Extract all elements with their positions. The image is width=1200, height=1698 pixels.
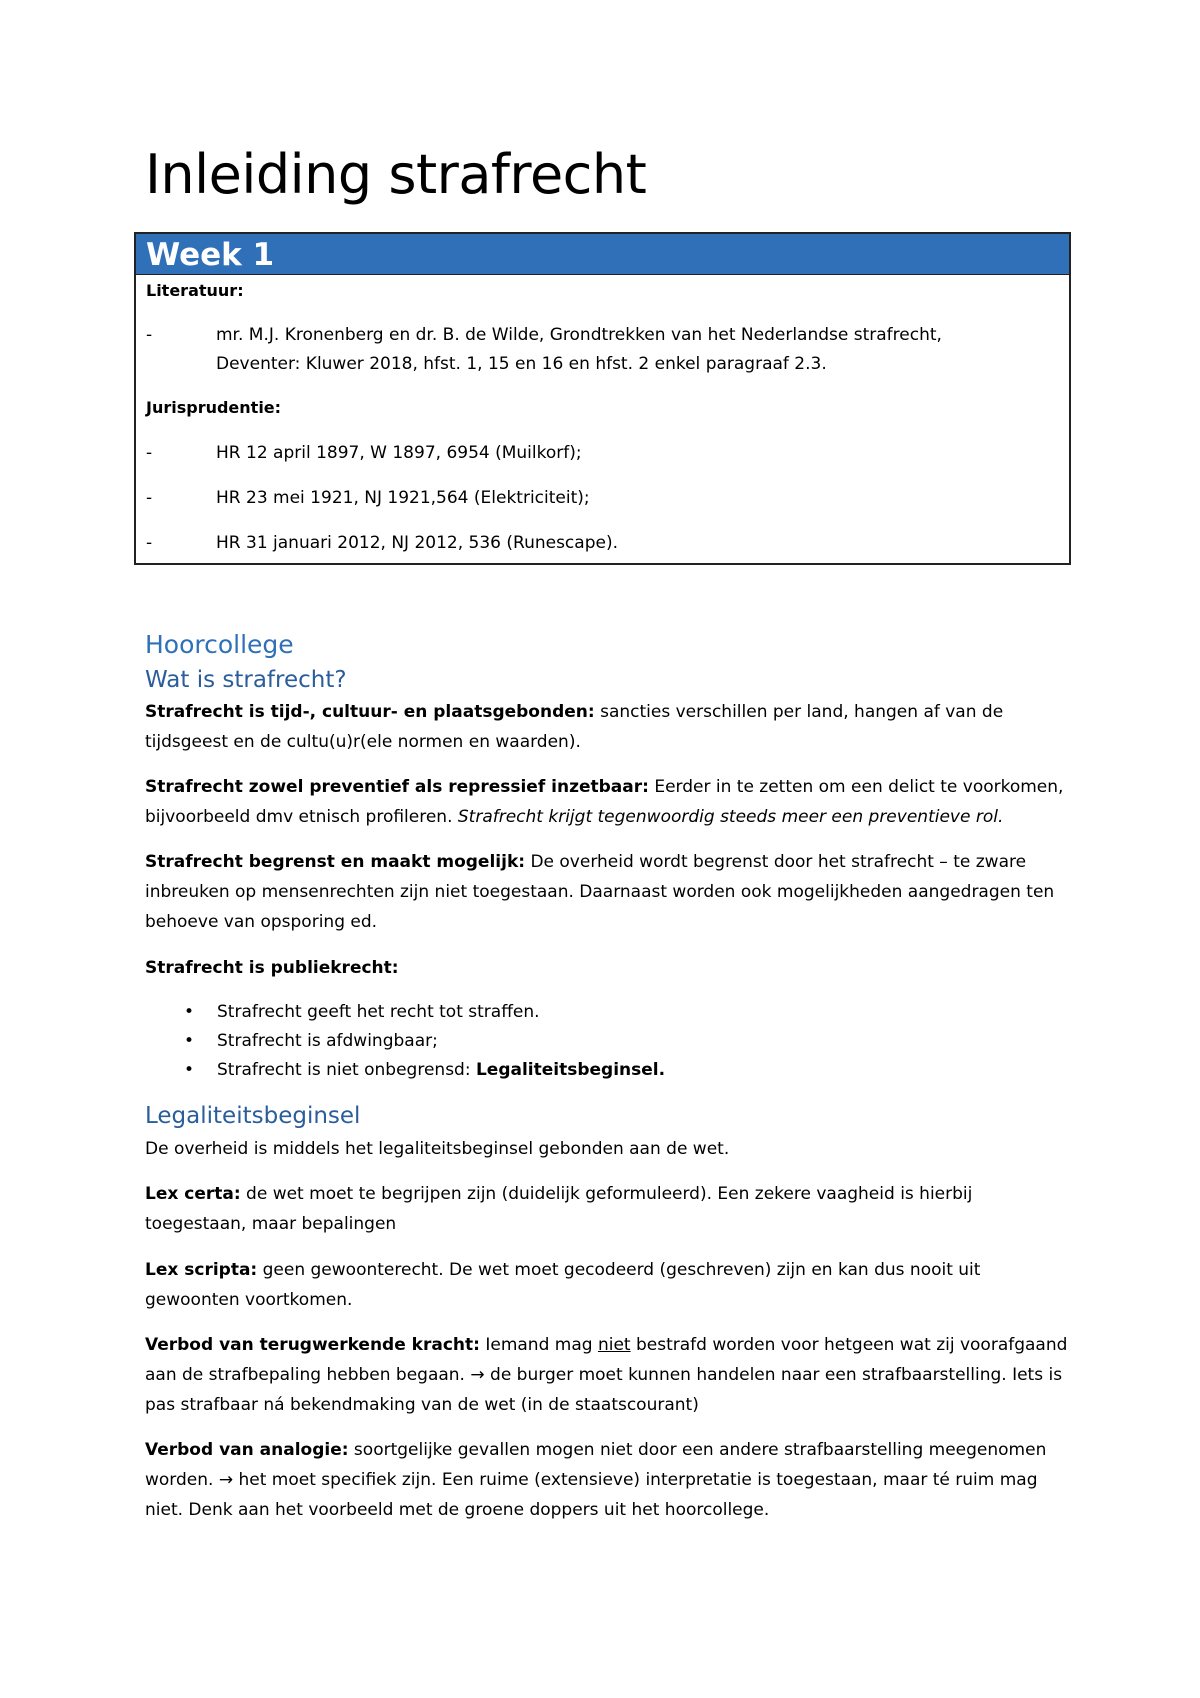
paragraph-analogie	[145, 1435, 1075, 1525]
list-item	[145, 998, 1075, 1027]
jurisprudentie-label: Jurisprudentie:	[146, 398, 282, 417]
list-item	[145, 1027, 1075, 1056]
jurisprudentie-text: HR 31 januari 2012, NJ 2012, 536 (Runescape).	[216, 533, 618, 553]
bullet-text: Strafrecht is afdwingbaar;	[217, 1031, 438, 1051]
term-bold: Lex certa:	[145, 1184, 241, 1204]
arrow-right-icon: →	[470, 1365, 485, 1385]
paragraph-terugwerkende-kracht	[145, 1330, 1075, 1420]
heading-wat-is-strafrecht: Wat is strafrecht?	[145, 667, 347, 693]
week-1-box	[134, 232, 1071, 565]
paragraph-begrenst	[145, 847, 1075, 937]
bullet-text: Strafrecht geeft het recht tot straffen.	[217, 1002, 540, 1022]
paragraph-tijdgebonden	[145, 697, 1075, 757]
paragraph-text: geen gewoonterecht. De wet moet gecodeerd (geschreven) zijn en kan dus nooit uit gewoonten voortkomen.	[145, 1260, 981, 1310]
heading-legaliteitsbeginsel: Legaliteitsbeginsel	[145, 1103, 361, 1129]
term-bold: Lex scripta:	[145, 1260, 258, 1280]
term-bold: Verbod van analogie:	[145, 1440, 349, 1460]
bullet-list-publiekrecht	[145, 998, 1075, 1085]
term-bold: Strafrecht begrenst en maakt mogelijk:	[145, 852, 526, 872]
paragraph-italic: Strafrecht krijgt tegenwoordig steeds meer een preventieve rol.	[457, 807, 1004, 827]
list-dash: -	[146, 443, 153, 463]
literatuur-item	[146, 321, 1059, 379]
list-dash: -	[146, 533, 153, 553]
term-bold: Strafrecht zowel preventief als repressief inzetbaar:	[145, 777, 649, 797]
paragraph-text: Eerder in te zetten om een delict te voorkomen, bijvoorbeeld dmv etnisch profileren.	[145, 777, 1064, 827]
paragraph-text: sancties verschillen per land, hangen af van de tijdsgeest en de cultu(u)r(ele normen en waarden).	[145, 702, 1004, 752]
list-item	[145, 1056, 1075, 1085]
bullet-text: Strafrecht is niet onbegrensd:	[217, 1060, 476, 1080]
term-bold: Verbod van terugwerkende kracht:	[145, 1335, 480, 1355]
paragraph-text: De overheid wordt begrenst door het strafrecht – te zware inbreuken op mensenrechten zijn niet toegestaan. Daarnaast worden ook mogelijkheden aangedragen ten behoeve van opsporing ed.	[145, 852, 1055, 932]
bullet-dot: •	[184, 1060, 195, 1080]
paragraph-text: de burger moet kunnen handelen naar een strafbaarstelling. Iets is pas strafbaar ná bekendmaking van de wet (in de staatscourant)	[145, 1365, 1063, 1415]
paragraph-publiekrecht	[145, 953, 1075, 983]
paragraph-text: bestrafd worden voor hetgeen wat zij voorafgaand aan de strafbepaling hebben begaan.	[145, 1335, 1068, 1385]
week-heading: Week 1	[136, 234, 1069, 275]
arrow-right-icon: →	[218, 1470, 234, 1490]
paragraph-lex-certa	[145, 1179, 1075, 1239]
jurisprudentie-item	[146, 439, 1059, 468]
underlined-word: niet	[597, 1335, 631, 1355]
document-title: Inleiding strafrecht	[145, 143, 647, 206]
bullet-bold: Legaliteitsbeginsel.	[475, 1060, 666, 1080]
heading-hoorcollege: Hoorcollege	[145, 630, 294, 659]
paragraph-text: soortgelijke gevallen mogen niet door een andere strafbaarstelling meegenomen worden.	[145, 1440, 1047, 1490]
literatuur-line2: Deventer: Kluwer 2018, hfst. 1, 15 en 16 en hfst. 2 enkel paragraaf 2.3.	[216, 354, 827, 374]
jurisprudentie-item	[146, 484, 1059, 513]
jurisprudentie-item	[146, 529, 1059, 558]
paragraph-text: de wet moet te begrijpen zijn (duidelijk geformuleerd). Een zekere vaagheid is hierbij toegestaan, maar bepalingen	[145, 1184, 973, 1234]
bullet-dot: •	[184, 1002, 195, 1022]
list-dash: -	[146, 325, 153, 345]
paragraph-legaliteit-intro: De overheid is middels het legaliteitsbeginsel gebonden aan de wet.	[145, 1139, 730, 1159]
term-bold: Strafrecht is tijd-, cultuur- en plaatsgebonden:	[145, 702, 595, 722]
list-dash: -	[146, 488, 153, 508]
jurisprudentie-text: HR 12 april 1897, W 1897, 6954 (Muilkorf);	[216, 443, 582, 463]
paragraph-preventief	[145, 772, 1075, 832]
literatuur-line1: mr. M.J. Kronenberg en dr. B. de Wilde, Grondtrekken van het Nederlandse strafrecht,	[216, 325, 942, 345]
literatuur-label: Literatuur:	[146, 281, 244, 300]
paragraph-text: het moet specifiek zijn. Een ruime (extensieve) interpretatie is toegestaan, maar té ruim mag niet. Denk aan het voorbeeld met de groene doppers uit het hoorcollege.	[145, 1470, 1038, 1520]
paragraph-text: Iemand mag	[479, 1335, 598, 1355]
paragraph-lex-scripta	[145, 1255, 1075, 1315]
jurisprudentie-text: HR 23 mei 1921, NJ 1921,564 (Elektriciteit);	[216, 488, 590, 508]
literatuur-text	[216, 321, 1059, 379]
term-bold: Strafrecht is publiekrecht:	[145, 958, 399, 978]
bullet-dot: •	[184, 1031, 195, 1051]
